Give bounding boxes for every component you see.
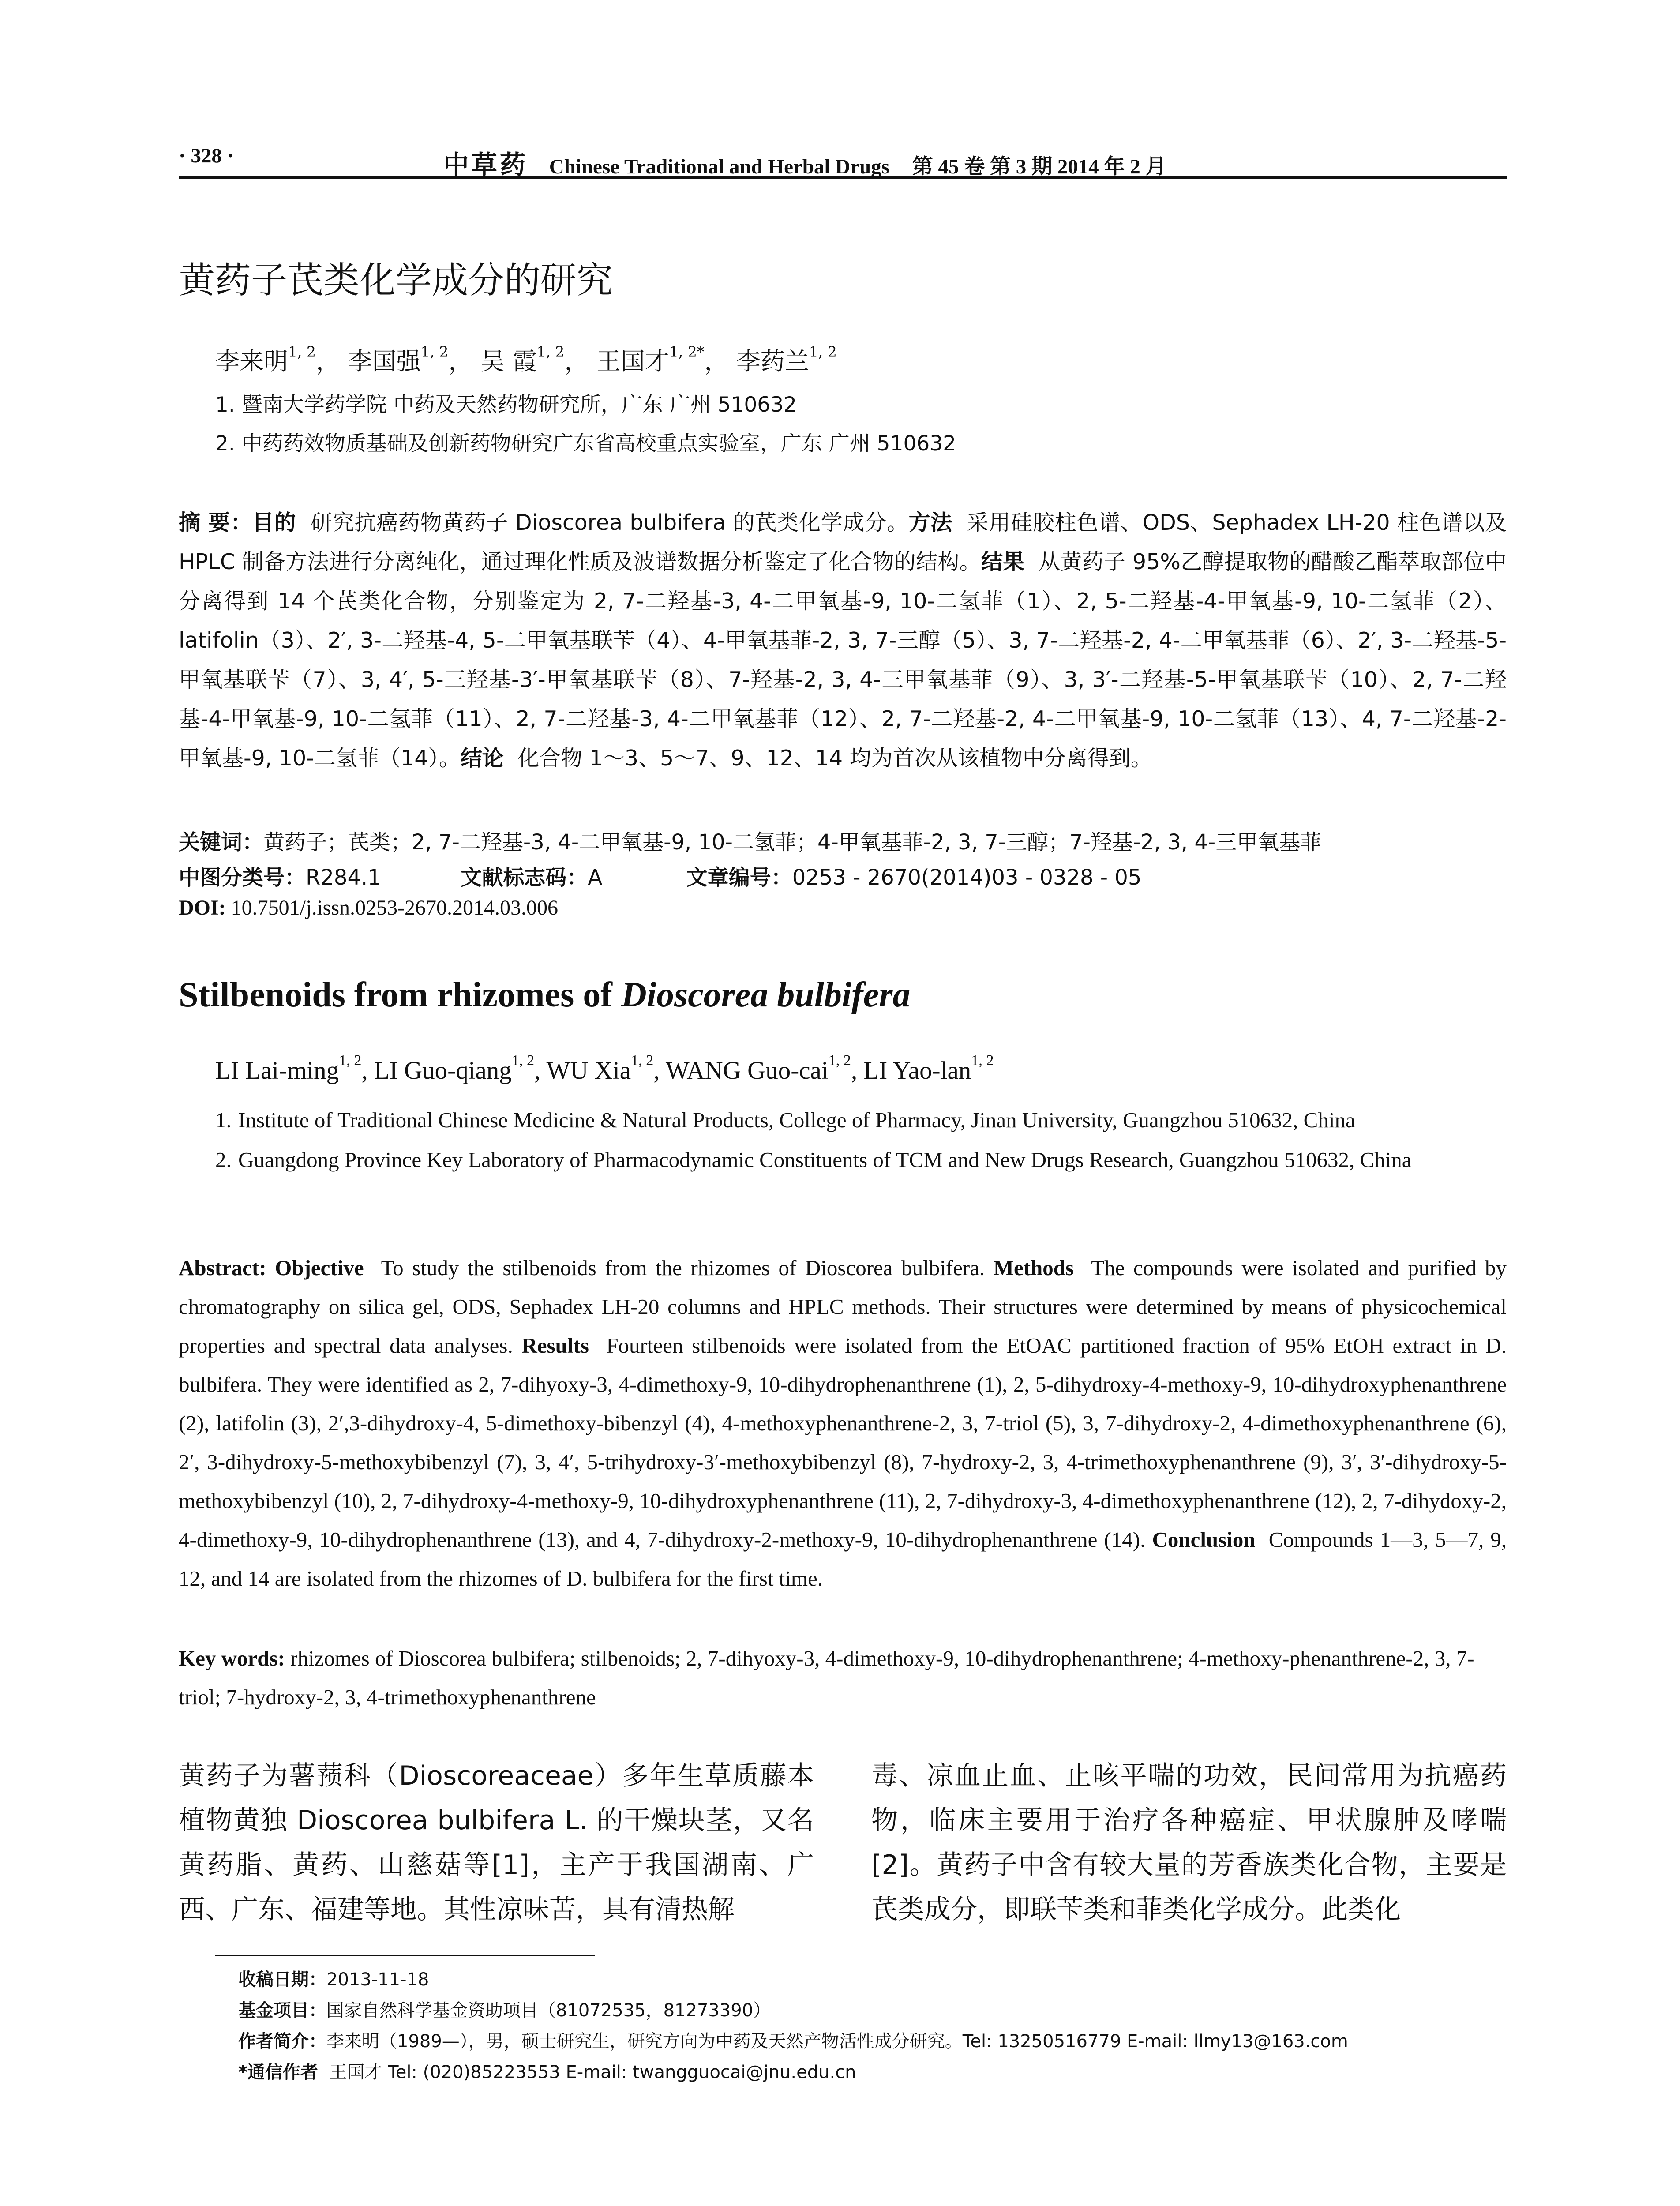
conclusion-en: Compounds 1—3, 5—7, 9, 12, and 14 are isolated from the rhizomes of D. bulbifera for the first time. [179,1527,1507,1591]
conclusion-label-cn: 结论 [460,746,504,771]
journal-name-cn: 中草药 [443,150,529,179]
keywords-en: Key words: rhizomes of Dioscorea bulbifera; stilbenoids; 2, 7-dihyoxy-3, 4-dimethoxy-9, 10-dihydrophenanthrene; 4-methoxy-phenanthrene-2, 3, 7-triol; 7-hydroxy-2, 3, 4-trimethoxyphenanthrene [179,1646,1474,1709]
footnote-author-bio: 作者简介：李来明（1989—），男，硕士研究生，研究方向为中药及天然产物活性成分研究。Tel: 13250516779 E-mail: llmy13@163.com [238,2031,1348,2052]
author-cn: 吴 霞 [480,347,537,375]
author-cn: 王国才 [596,347,669,375]
footnote-correspondence: *通信作者 王国才 Tel: (020)85223553 E-mail: twangguocai@jnu.edu.cn [238,2062,856,2082]
title-cn: 黄药子芪类化学成分的研究 [179,259,613,301]
methods-label-cn: 方法 [908,510,953,535]
author-cn: 李药兰 [736,347,809,375]
objective-label-en: Objective [275,1256,364,1280]
abstract-cn-label: 摘 要： [179,510,252,535]
doi: DOI: 10.7501/j.issn.0253-2670.2014.03.006 [179,896,559,919]
author-en: LI Yao-lan [863,1056,971,1084]
footnote-rule [215,1955,595,1956]
results-label-cn: 结果 [981,549,1025,574]
abstract-en [179,1249,1507,1598]
classification-line: 中图分类号：R284.1 文献标志码：A 文章编号：0253 - 2670(2014)03 - 0328 - 05 [179,865,1142,890]
author-en: LI Guo-qiang [374,1056,512,1084]
header-rule [179,176,1507,179]
author-en: LI Lai-ming [215,1056,339,1084]
affiliation-en: 1. Institute of Traditional Chinese Medicine & Natural Products, College of Pharmacy, Jinan University, Guangzhou 510632, China [215,1108,1355,1132]
affiliation-cn: 2. 中药药效物质基础及创新药物研究广东省高校重点实验室，广东 广州 510632 [215,431,956,456]
results-en: Fourteen stilbenoids were isolated from the EtOAC partitioned fraction of 95% EtOH extract in D. bulbifera. They were identified as 2, 7-dihyoxy-3, 4-dimethoxy-9, 10-dihydrophenanthrene (1), 2, 5-dihydroxy-4-methoxy-9, 10-dihydroxyphenanthrene (2), latifolin (3), 2′,3-dihydroxy-4, 5-dimethoxy-bibenzyl (4), 4-methoxyphenanthrene-2, 3, 7-triol (5), 3, 7-dihydroxy-2, 4-dimethoxyphenanthrene (6), 2′, 3-dihydroxy-5-methoxybibenzyl (7), 3, 4′, 5-trihydroxy-3′-methoxybibenzyl (8), 7-hydroxy-2, 3, 4-trimethoxyphenanthrene (9), 3′, 3′-dihydroxy-5-methoxybibenzyl (10), 2, 7-dihydroxy-4-methoxy-9, 10-dihydroxyphenanthrene (11), 2, 7-dihydroxy-3, 4-dimethoxyphenanthrene (12), 2, 7-dihydoxy-2, 4-dimethoxy-9, 10-dihydrophenanthrene (13), and 4, 7-dihydroxy-2-methoxy-9, 10-dihydrophenanthrene (14). [179,1333,1507,1552]
doi-link[interactable]: 10.7501/j.issn.0253-2670.2014.03.006 [231,896,559,919]
abstract-cn [179,503,1507,778]
footnote-received: 收稿日期：2013-11-18 [238,1970,429,1990]
journal-name [443,144,1166,181]
page-number: · 328 · [179,144,234,167]
authors-en: LI Lai-ming$^{1, 2}$, LI Guo-qiang$^{1, 2}$, WU Xia$^{1, 2}$, WANG Guo-cai$^{1, 2}$, LI Yao-lan$^{1, 2}$ [215,1052,994,1084]
conclusion-cn: 化合物 1～3、5～7、9、12、14 均为首次从该植物中分离得到。 [518,746,1152,771]
footnote-funding: 基金项目：国家自然科学基金资助项目（81072535，81273390） [238,2000,771,2021]
objective-label-cn: 目的 [252,510,296,535]
journal-issue: 第 45 卷 第 3 期 2014 年 2 月 [912,155,1166,178]
body-column-right: 毒、凉血止血、止咳平喘的功效，民间常用为抗癌药物，临床主要用于治疗各种癌症、甲状腺肿及哮喘[2]。黄药子中含有较大量的芳香族类化合物，主要是芪类成分，即联苄类和菲类化学成分。此类化 [871,1760,1507,1925]
author-en: WU Xia [546,1056,631,1084]
results-cn: 从黄药子 95%乙醇提取物的醋酸乙酯萃取部位中分离得到 14 个芪类化合物，分别鉴定为 2, 7-二羟基-3, 4-二甲氧基-9, 10-二氢菲（1）、2, 5-二羟基-4-甲氧基-9, 10-二氢菲（2）、latifolin（3）、2′, 3-二羟基-4, 5-二甲氧基联苄（4）、4-甲氧基菲-2, 3, 7-三醇（5）、3, 7-二羟基-2, 4-二甲氧基菲（6）、2′, 3-二羟基-5-甲氧基联苄（7）、3, 4′, 5-三羟基-3′-甲氧基联苄（8）、7-羟基-2, 3, 4-三甲氧基菲（9）、3, 3′-二羟基-5-甲氧基联苄（10）、2, 7-二羟基-4-甲氧基-9, 10-二氢菲（11）、2, 7-二羟基-3, 4-二甲氧基菲（12）、2, 7-二羟基-2, 4-二甲氧基-9, 10-二氢菲（13）、4, 7-二羟基-2-甲氧基-9, 10-二氢菲（14）。 [179,549,1507,771]
affiliation-en: 2. Guangdong Province Key Laboratory of Pharmacodynamic Constituents of TCM and New Drugs Research, Guangzhou 510632, China [215,1148,1412,1172]
author-en: WANG Guo-cai [665,1056,829,1084]
title-en: Stilbenoids from rhizomes of Dioscorea bulbifera [179,975,911,1014]
keywords-cn: 关键词：黄药子；芪类；2, 7-二羟基-3, 4-二甲氧基-9, 10-二氢菲；4-甲氧基菲-2, 3, 7-三醇；7-羟基-2, 3, 4-三甲氧基菲 [179,830,1322,855]
results-label-en: Results [521,1333,589,1358]
body-column-left: 黄药子为薯蓣科（Dioscoreaceae）多年生草质藤本植物黄独 Dioscorea bulbifera L. 的干燥块茎，又名黄药脂、黄药、山慈菇等[1]，主产于我国湖南、广西、广东、福建等地。其性凉味苦，具有清热解 [179,1760,814,1925]
methods-cn: 采用硅胶柱色谱、ODS、Sephadex LH-20 柱色谱以及 HPLC 制备方法进行分离纯化，通过理化性质及波谱数据分析鉴定了化合物的结构。 [179,510,1507,574]
author-cn: 李国强 [348,347,421,375]
abstract-en-label: Abstract: [179,1256,266,1280]
methods-label-en: Methods [993,1256,1074,1280]
methods-en: The compounds were isolated and purified by chromatography on silica gel, ODS, Sephadex LH-20 columns and HPLC methods. Their structures were determined by means of physicochemical properties and spectral data analyses. [179,1256,1507,1358]
affiliation-cn: 1. 暨南大学药学院 中药及天然药物研究所，广东 广州 510632 [215,393,797,417]
objective-cn: 研究抗癌药物黄药子 Dioscorea bulbifera 的芪类化学成分。 [311,510,909,535]
authors-cn: 李来明$^{1, 2}$， 李国强$^{1, 2}$， 吴 霞$^{1, 2}$， 王国才$^{1, 2*}$， 李药兰$^{1, 2}$ [215,343,837,375]
running-header [179,142,1507,179]
author-cn: 李来明 [215,347,289,375]
journal-name-en: Chinese Traditional and Herbal Drugs [549,155,890,178]
objective-en: To study the stilbenoids from the rhizomes of Dioscorea bulbifera. [381,1256,985,1280]
conclusion-label-en: Conclusion [1152,1527,1256,1552]
